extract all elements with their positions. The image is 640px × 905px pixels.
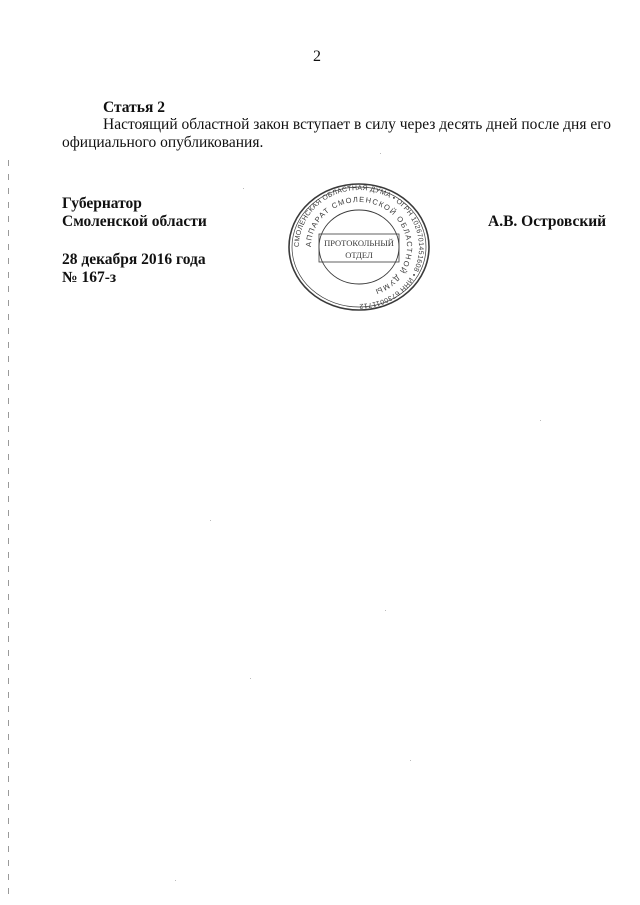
article-title: Статья 2 <box>103 99 165 116</box>
page-number: 2 <box>313 48 321 65</box>
signer-position-line-2: Смоленской области <box>62 213 207 230</box>
scan-speck <box>540 420 541 421</box>
article-text-line-1: Настоящий областной закон вступает в силу через десять дней после дня его <box>103 116 611 133</box>
signer-position-line-1: Губернатор <box>62 195 142 212</box>
scan-speck <box>385 610 386 611</box>
seal-center-line-1: ПРОТОКОЛЬНЫЙ <box>324 238 394 248</box>
seal-outer-text: СМОЛЕНСКАЯ ОБЛАСТНАЯ ДУМА • ОГРН 1026701451608 • ИНН 6730011712 <box>293 184 425 310</box>
law-number: № 167-з <box>62 269 117 286</box>
scan-speck <box>250 678 251 679</box>
scan-speck <box>410 760 411 761</box>
scan-speck <box>210 520 211 521</box>
seal-inner-text: АППАРАТ СМОЛЕНСКОЙ ОБЛАСТНОЙ ДУМЫ <box>303 194 415 297</box>
scan-speck <box>175 880 176 881</box>
article-text-line-2: официального опубликования. <box>62 134 264 151</box>
scan-speck <box>243 188 244 189</box>
signature-block <box>62 195 207 287</box>
scan-edge-artifact <box>8 160 9 895</box>
law-date: 28 декабря 2016 года <box>62 251 206 268</box>
seal-center-line-2: ОТДЕЛ <box>345 250 373 260</box>
signer-name: А.В. Островский <box>488 213 607 230</box>
scan-speck <box>380 153 381 154</box>
official-seal <box>285 182 433 312</box>
